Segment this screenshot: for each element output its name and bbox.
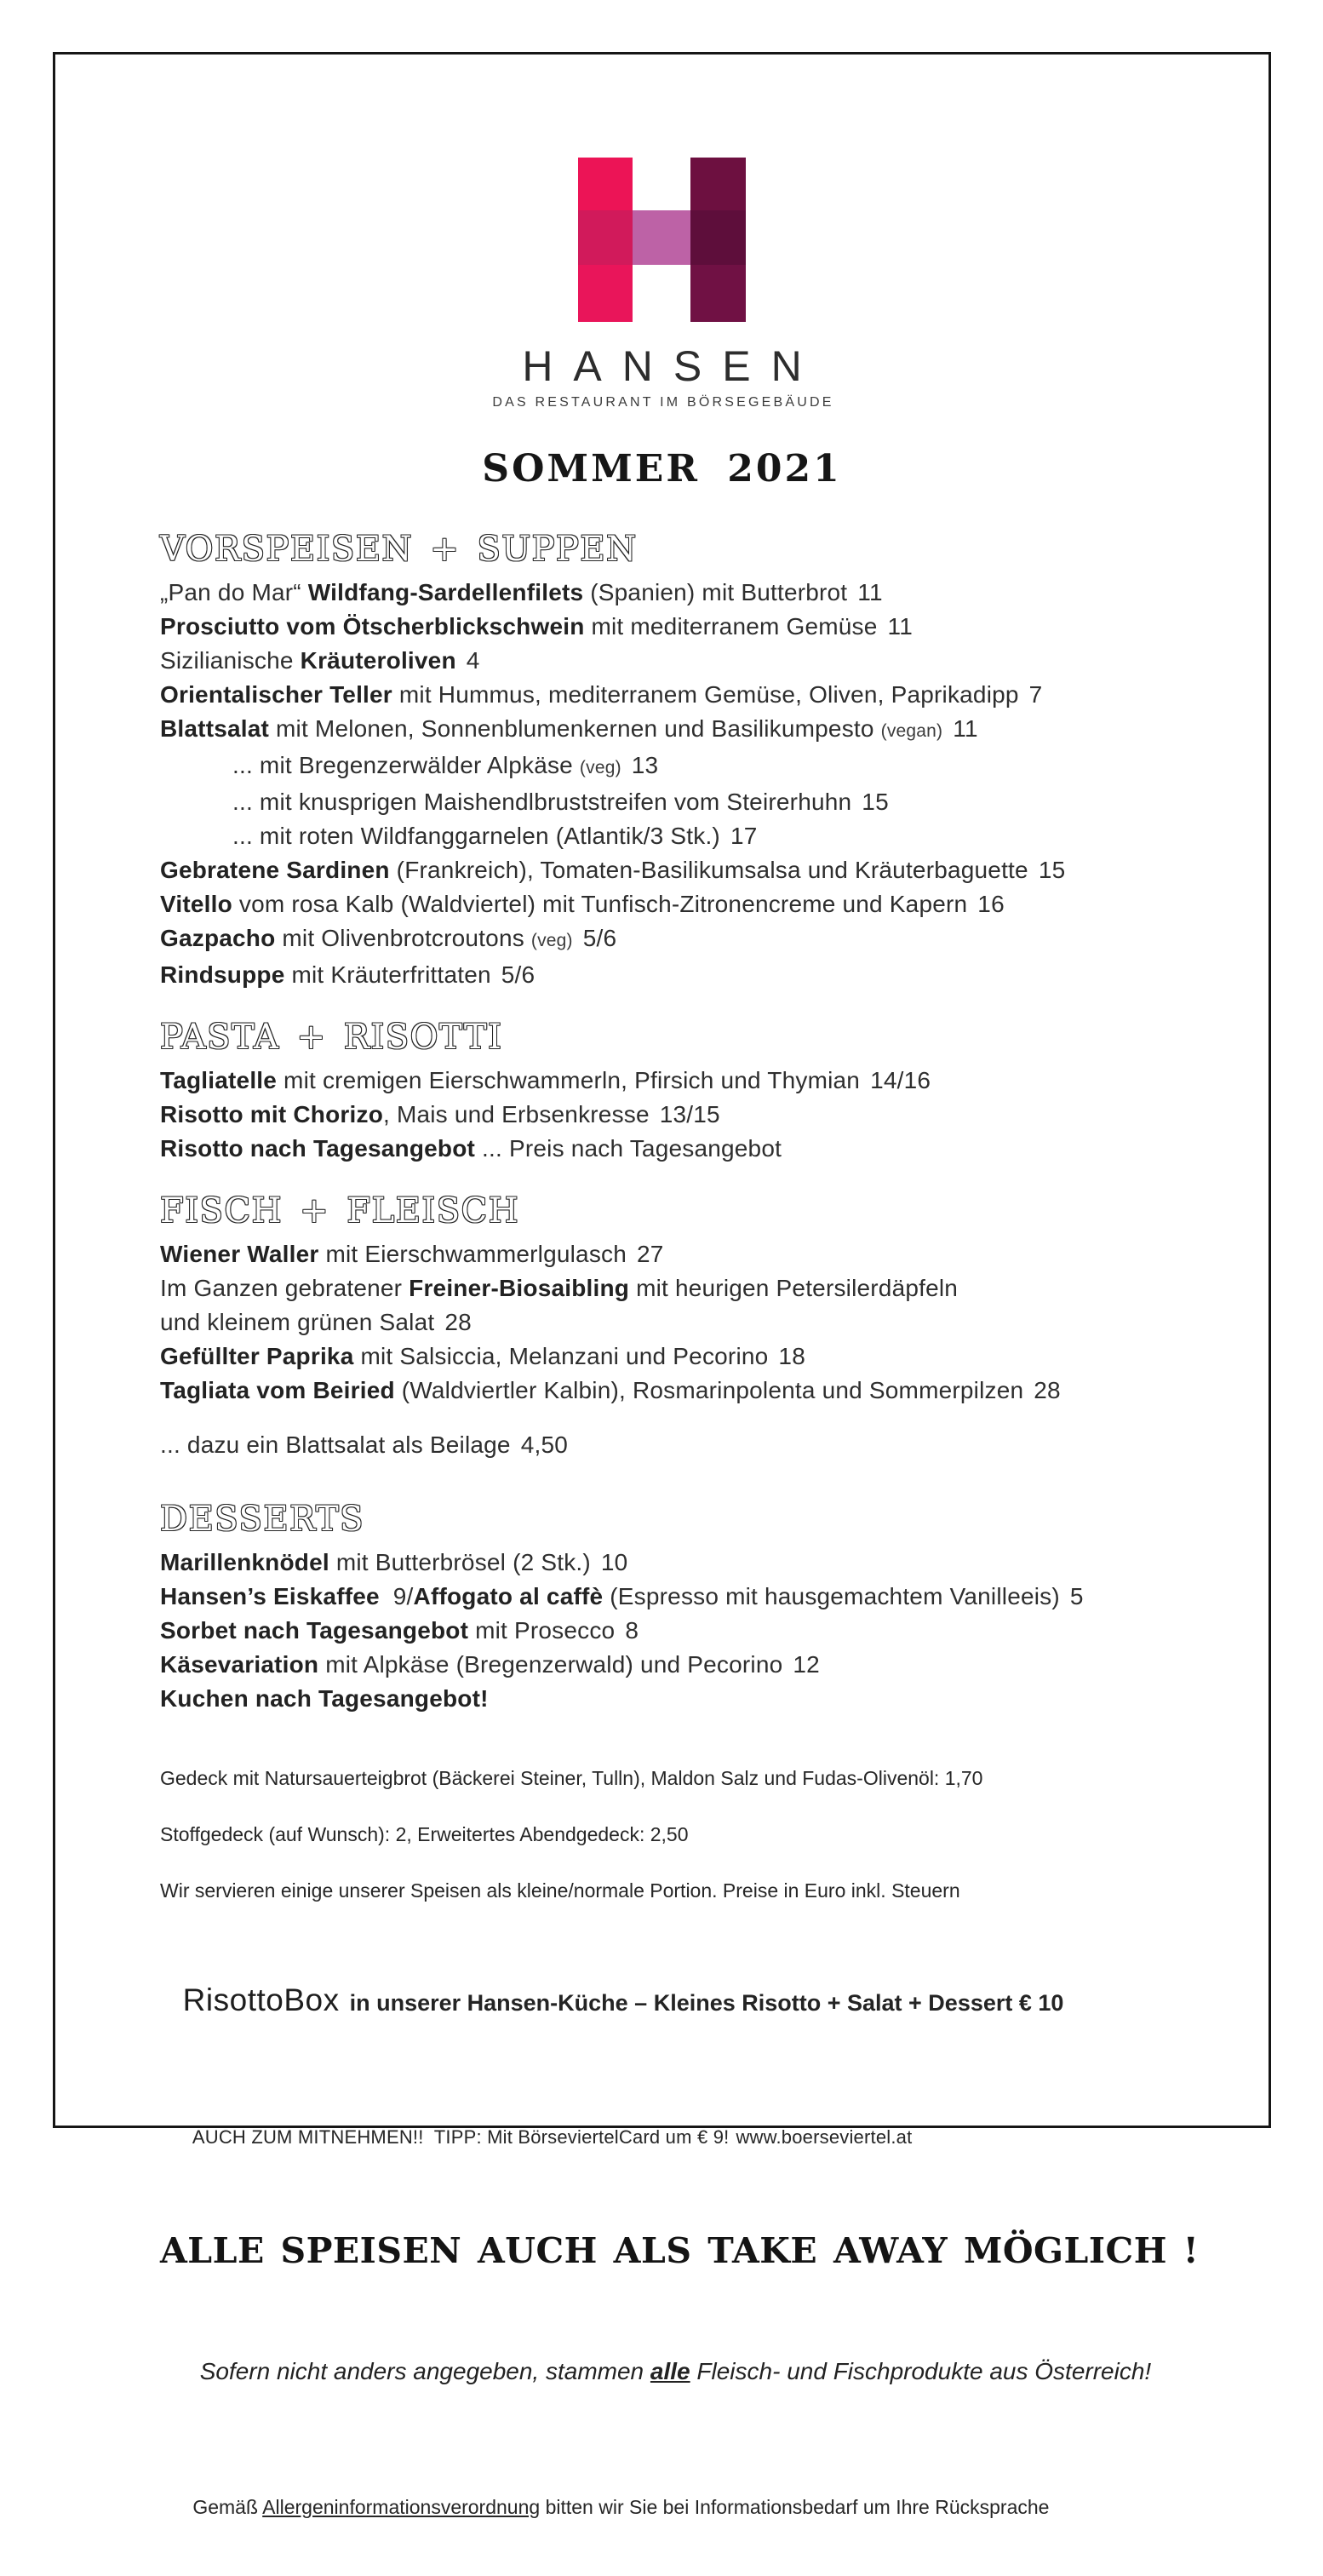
item-price: 13	[631, 752, 659, 778]
menu-item	[160, 678, 1246, 712]
item-price: 15	[1038, 857, 1066, 883]
dish-description: (Frankreich), Tomaten-Basilikumsalsa und Kräuterbaguette	[389, 857, 1028, 883]
allergen-suffix: bitten wir Sie bei Informationsbedarf um Ihre Rücksprache	[540, 2496, 1050, 2518]
menu-item	[160, 1340, 1246, 1374]
item-price: 15	[862, 789, 889, 815]
allergen-note	[160, 2469, 1246, 2545]
item-price: 28	[444, 1309, 472, 1335]
menu-section	[160, 530, 1246, 992]
dish-name: Risotto mit Chorizo	[160, 1101, 383, 1127]
logo-right-bar	[690, 158, 746, 322]
dish-description: mit Kräuterfrittaten	[284, 961, 491, 988]
dish-description: mit Butterbrösel (2 Stk.)	[329, 1549, 591, 1575]
risottobox-brand: RisottoBox	[182, 1982, 340, 2017]
dish-name: Kuchen nach Tagesangebot!	[160, 1685, 489, 1712]
item-price: 5	[1069, 1583, 1084, 1609]
menu-item	[160, 749, 1246, 785]
dish-description: vom rosa Kalb (Waldviertel) mit Tunfisch-Zitronencreme und Kapern	[232, 891, 968, 917]
item-price: 11	[953, 715, 978, 742]
item-price: 14/16	[870, 1067, 931, 1093]
dish-description: mit Alpkäse (Bregenzerwald) und Pecorino	[318, 1651, 783, 1678]
header	[55, 158, 1269, 491]
dish-description: mit Hummus, mediterranem Gemüse, Oliven, Paprikadipp	[392, 681, 1019, 708]
dish-name: Sorbet nach Tagesangebot	[160, 1617, 469, 1644]
dish-name: Gebratene Sardinen	[160, 857, 390, 883]
menu-item	[160, 1580, 1246, 1614]
dish-description: (Spanien) mit Butterbrot	[583, 579, 848, 605]
brand-subtitle: DAS RESTAURANT IM BÖRSEGEBÄUDE	[492, 395, 834, 410]
dish-description: ... dazu ein Blattsalat als Beilage	[160, 1431, 511, 1458]
menu-item	[160, 1374, 1246, 1408]
diet-tag: (veg)	[530, 931, 573, 950]
dish-description: mit Eierschwammerlgulasch	[318, 1241, 627, 1267]
origin-suffix: Fleisch- und Fischprodukte aus Österreich!	[690, 2358, 1152, 2384]
dish-description: und kleinem grünen Salat	[160, 1309, 435, 1335]
menu-item	[160, 1132, 1246, 1166]
menu-section	[160, 1018, 1246, 1166]
menu-item	[160, 712, 1246, 749]
dish-name: Marillenknödel	[160, 1549, 329, 1575]
menu-item	[160, 819, 1246, 853]
logo-right-top-block	[690, 158, 746, 210]
menu-item	[160, 1271, 1246, 1305]
menu-page-frame	[53, 52, 1271, 2518]
item-price: 11	[857, 579, 883, 605]
menu-item	[160, 887, 1246, 921]
item-price: 5/6	[582, 925, 617, 951]
dish-description: mit cremigen Eierschwammerln, Pfirsich und Thymian	[277, 1067, 861, 1093]
menu-item	[160, 1614, 1246, 1648]
menu-item	[160, 1648, 1246, 1682]
item-price: 18	[778, 1343, 805, 1369]
section-title: PASTA + RISOTTI	[160, 1018, 503, 1057]
item-price: 12	[793, 1651, 820, 1678]
item-price: 4,50	[520, 1431, 568, 1458]
dish-name: Vitello	[160, 891, 232, 917]
dish-description: mit Melonen, Sonnenblumenkernen und Basilikumpesto	[269, 715, 881, 742]
mitnehmen-line	[160, 2099, 1246, 2176]
dish-description: mit mediterranem Gemüse	[584, 613, 878, 640]
dish-name: Tagliata vom Beiried	[160, 1377, 395, 1403]
menu-item	[160, 853, 1246, 887]
menu-section	[160, 1191, 1246, 1462]
item-price: 8	[625, 1617, 639, 1644]
item-price: 17	[730, 823, 758, 849]
item-price: 4	[466, 647, 480, 674]
item-price: 13/15	[659, 1101, 720, 1127]
logo-right-bottom-block	[690, 265, 746, 322]
diet-tag: (vegan)	[880, 721, 943, 741]
menu-item	[160, 1546, 1246, 1580]
menu-item	[160, 576, 1246, 610]
section-title: VORSPEISEN + SUPPEN	[160, 530, 638, 569]
season-title: SOMMER 2021	[482, 447, 842, 491]
origin-prefix: Sofern nicht anders angegeben, stammen	[199, 2358, 650, 2384]
takeaway-banner: ALLE SPEISEN AUCH ALS TAKE AWAY MÖGLICH !	[160, 2230, 1200, 2271]
menu-item	[160, 1237, 1246, 1271]
website-link[interactable]: www.boerseviertel.at	[736, 2126, 913, 2148]
menu-item	[160, 1428, 1246, 1462]
item-price: 27	[637, 1241, 664, 1267]
dish-description: ... Preis nach Tagesangebot	[475, 1135, 782, 1162]
item-price: 5/6	[501, 961, 536, 988]
dish-description: Im Ganzen gebratener	[160, 1275, 410, 1301]
dish-description: , Mais und Erbsenkresse	[383, 1101, 650, 1127]
menu-section	[160, 1500, 1246, 1716]
logo-left-top-block	[578, 158, 633, 210]
menu-item	[160, 1305, 1246, 1340]
allergen-prefix: Gemäß	[192, 2496, 263, 2518]
item-price: 7	[1028, 681, 1043, 708]
portion-note: Wir servieren einige unserer Speisen als kleine/normale Portion. Preise in Euro inkl. Steuern	[160, 1879, 960, 1902]
dish-name: Prosciutto vom Ötscherblickschwein	[160, 613, 585, 640]
dish-description: ... mit Bregenzerwälder Alpkäse	[232, 752, 580, 778]
dish-name: Tagliatelle	[160, 1067, 278, 1093]
dish-name: Affogato al caffè	[413, 1583, 604, 1609]
logo-right-mid-block	[690, 210, 746, 265]
dish-name: Hansen’s Eiskaffee	[160, 1583, 380, 1609]
dish-name: Freiner-Biosaibling	[409, 1275, 630, 1301]
stoffgedeck-note: Stoffgedeck (auf Wunsch): 2, Erweitertes Abendgedeck: 2,50	[160, 1823, 689, 1845]
footer	[55, 1735, 1269, 2576]
dish-description: Sizilianische	[160, 647, 301, 674]
dish-description: mit Prosecco	[468, 1617, 616, 1644]
risottobox-description: in unserer Hansen-Küche – Kleines Risotto + Salat + Dessert € 10	[349, 1990, 1064, 2016]
item-price: 28	[1034, 1377, 1061, 1403]
menu-item	[160, 1682, 1246, 1716]
logo-left-mid-block	[578, 210, 633, 265]
menu-item	[160, 644, 1246, 678]
dish-description: „Pan do Mar“	[160, 579, 308, 605]
risottobox-line	[160, 1939, 1246, 2068]
origin-emphasis: alle	[650, 2358, 690, 2384]
logo-left-bottom-block	[578, 265, 633, 322]
dish-name: Wiener Waller	[160, 1241, 319, 1267]
dish-description: ... mit roten Wildfanggarnelen (Atlantik/3 Stk.)	[232, 823, 720, 849]
logo-crossbar-block	[633, 210, 690, 265]
dish-description: (Espresso mit hausgemachtem Vanilleeis)	[603, 1583, 1060, 1609]
dish-name: Gefüllter Paprika	[160, 1343, 354, 1369]
dish-description: 9/	[379, 1583, 414, 1609]
item-price: 11	[887, 613, 913, 640]
dish-name: Blattsalat	[160, 715, 270, 742]
gedeck-note: Gedeck mit Natursauerteigbrot (Bäckerei Steiner, Tulln), Maldon Salz und Fudas-Olivenöl: 1,70	[160, 1767, 983, 1789]
menu-item	[160, 785, 1246, 819]
dish-name: Rindsuppe	[160, 961, 285, 988]
mitnehmen-text: AUCH ZUM MITNEHMEN!! TIPP: Mit BörseviertelCard um € 9!	[192, 2126, 730, 2148]
dish-description: (Waldviertler Kalbin), Rosmarinpolenta und Sommerpilzen	[394, 1377, 1024, 1403]
dish-name: Gazpacho	[160, 925, 276, 951]
origin-note	[160, 2326, 1246, 2418]
dish-name: Kräuteroliven	[300, 647, 456, 674]
menu-item	[160, 1098, 1246, 1132]
menu-item	[160, 921, 1246, 958]
item-price: 10	[600, 1549, 628, 1575]
dish-name: Wildfang-Sardellenfilets	[307, 579, 584, 605]
section-title: FISCH + FLEISCH	[160, 1191, 520, 1231]
menu-item	[160, 1064, 1246, 1098]
dish-name: Orientalischer Teller	[160, 681, 392, 708]
menu-sections	[55, 530, 1269, 1716]
allergen-link[interactable]: Allergeninformationsverordnung	[262, 2496, 541, 2518]
section-title: DESSERTS	[160, 1500, 365, 1539]
diet-tag: (veg)	[579, 758, 621, 777]
item-price: 16	[977, 891, 1005, 917]
dish-name: Risotto nach Tagesangebot	[160, 1135, 476, 1162]
dish-description: mit Salsiccia, Melanzani und Pecorino	[353, 1343, 769, 1369]
dish-description: mit heurigen Petersilerdäpfeln	[629, 1275, 959, 1301]
dish-name: Käsevariation	[160, 1651, 319, 1678]
dish-description: mit Olivenbrotcroutons	[275, 925, 531, 951]
logo-left-bar	[578, 158, 633, 322]
hansen-logo	[578, 158, 746, 322]
brand-wordmark: HANSEN	[522, 342, 822, 390]
menu-item	[160, 610, 1246, 644]
dish-description: ... mit knusprigen Maishendlbruststreifen vom Steirerhuhn	[232, 789, 852, 815]
menu-item	[160, 958, 1246, 992]
